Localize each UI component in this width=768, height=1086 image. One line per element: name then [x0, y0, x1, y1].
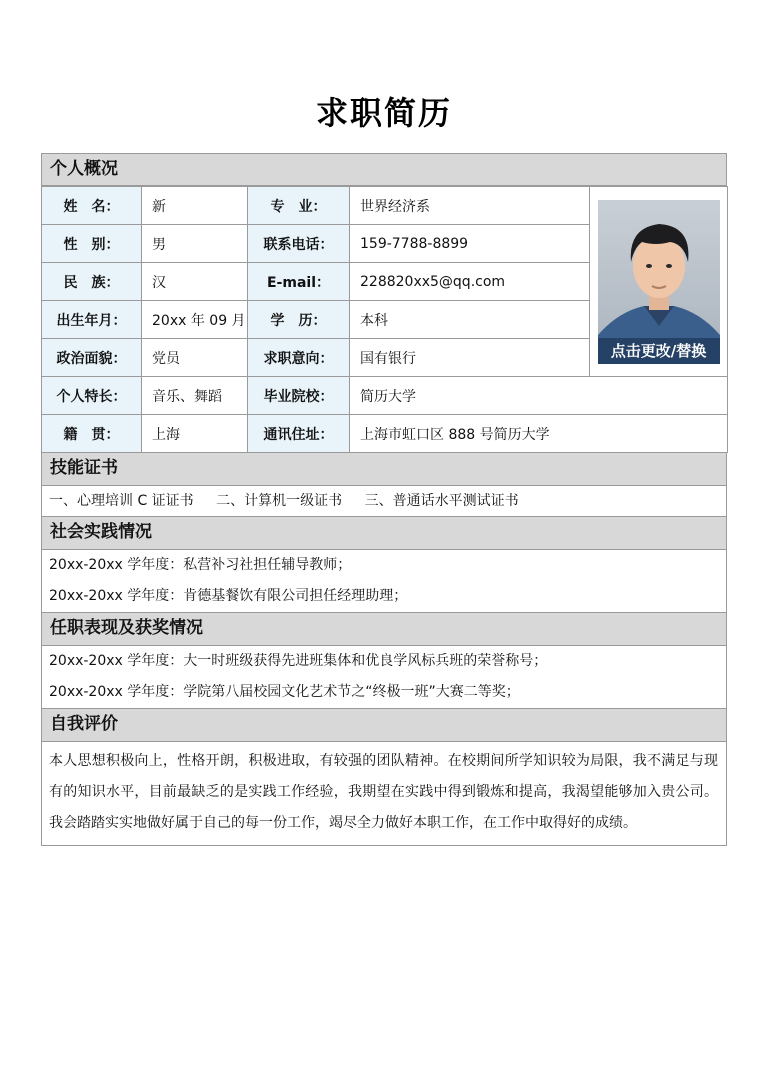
- award-item[interactable]: 20xx-20xx 学年度：大一时班级获得先进班集体和优良学风标兵班的荣誉称号；: [49, 653, 548, 669]
- intention-value[interactable]: 国有银行: [350, 339, 590, 377]
- section-header-evaluation: 自我评价: [41, 709, 727, 742]
- email-label: E-mail：: [248, 263, 350, 301]
- section-header-awards: 任职表现及获奖情况: [41, 613, 727, 646]
- origin-value[interactable]: 上海: [142, 415, 248, 453]
- skills-block: [41, 486, 727, 517]
- intention-label: 求职意向：: [248, 339, 350, 377]
- major-value[interactable]: 世界经济系: [350, 187, 590, 225]
- section-header-profile: 个人概况: [41, 153, 727, 186]
- school-label: 毕业院校：: [248, 377, 350, 415]
- photo-replace-caption[interactable]: 点击更改/替换: [598, 338, 720, 364]
- phone-label: 联系电话：: [248, 225, 350, 263]
- major-label: 专 业：: [248, 187, 350, 225]
- section-header-skills: 技能证书: [41, 453, 727, 486]
- practice-block: [41, 550, 727, 613]
- awards-block: [41, 646, 727, 709]
- gender-value[interactable]: 男: [142, 225, 248, 263]
- practice-item[interactable]: 20xx-20xx 学年度：肯德基餐饮有限公司担任经理助理；: [49, 588, 408, 604]
- address-value[interactable]: 上海市虹口区 888 号简历大学: [350, 415, 728, 453]
- specialty-value[interactable]: 音乐、舞蹈: [142, 377, 248, 415]
- school-value[interactable]: 简历大学: [350, 377, 728, 415]
- page-title: 求职简历: [315, 94, 452, 132]
- education-label: 学 历：: [248, 301, 350, 339]
- name-value[interactable]: 新: [142, 187, 248, 225]
- profile-table: [41, 186, 728, 453]
- phone-value[interactable]: 159-7788-8899: [350, 225, 590, 263]
- skill-item[interactable]: 三、普通话水平测试证书: [364, 493, 519, 509]
- ethnicity-label: 民 族：: [42, 263, 142, 301]
- skill-item[interactable]: 二、计算机一级证书: [216, 493, 343, 509]
- practice-item[interactable]: 20xx-20xx 学年度：私营补习社担任辅导教师；: [49, 557, 352, 573]
- birth-value[interactable]: 20xx 年 09 月: [142, 301, 248, 339]
- award-item[interactable]: 20xx-20xx 学年度：学院第八届校园文化艺术节之“终极一班”大赛二等奖；: [49, 684, 520, 700]
- evaluation-block: [41, 742, 727, 846]
- political-label: 政治面貌：: [42, 339, 142, 377]
- political-value[interactable]: 党员: [142, 339, 248, 377]
- name-label: 姓 名：: [42, 187, 142, 225]
- ethnicity-value[interactable]: 汉: [142, 263, 248, 301]
- resume-sheet: [41, 153, 727, 846]
- birth-label: 出生年月：: [42, 301, 142, 339]
- skills-line: [42, 486, 726, 516]
- profile-photo[interactable]: [598, 200, 720, 364]
- skill-item[interactable]: 一、心理培训 C 证证书: [49, 493, 194, 509]
- email-value[interactable]: 228820xx5@qq.com: [350, 263, 590, 301]
- address-label: 通讯住址：: [248, 415, 350, 453]
- section-header-practice: 社会实践情况: [41, 517, 727, 550]
- gender-label: 性 别：: [42, 225, 142, 263]
- specialty-label: 个人特长：: [42, 377, 142, 415]
- evaluation-text[interactable]: 本人思想积极向上，性格开朗，积极进取，有较强的团队精神。在校期间所学知识较为局限，我不满足与现有的知识水平，目前最缺乏的是实践工作经验，我期望在实践中得到锻炼和提高，我渴望能够加入贵公司。我会踏踏实实地做好属于自己的每一份工作，竭尽全力做好本职工作，在工作中取得好的成绩。: [49, 753, 718, 831]
- photo-cell: [590, 187, 728, 377]
- origin-label: 籍 贯：: [42, 415, 142, 453]
- education-value[interactable]: 本科: [350, 301, 590, 339]
